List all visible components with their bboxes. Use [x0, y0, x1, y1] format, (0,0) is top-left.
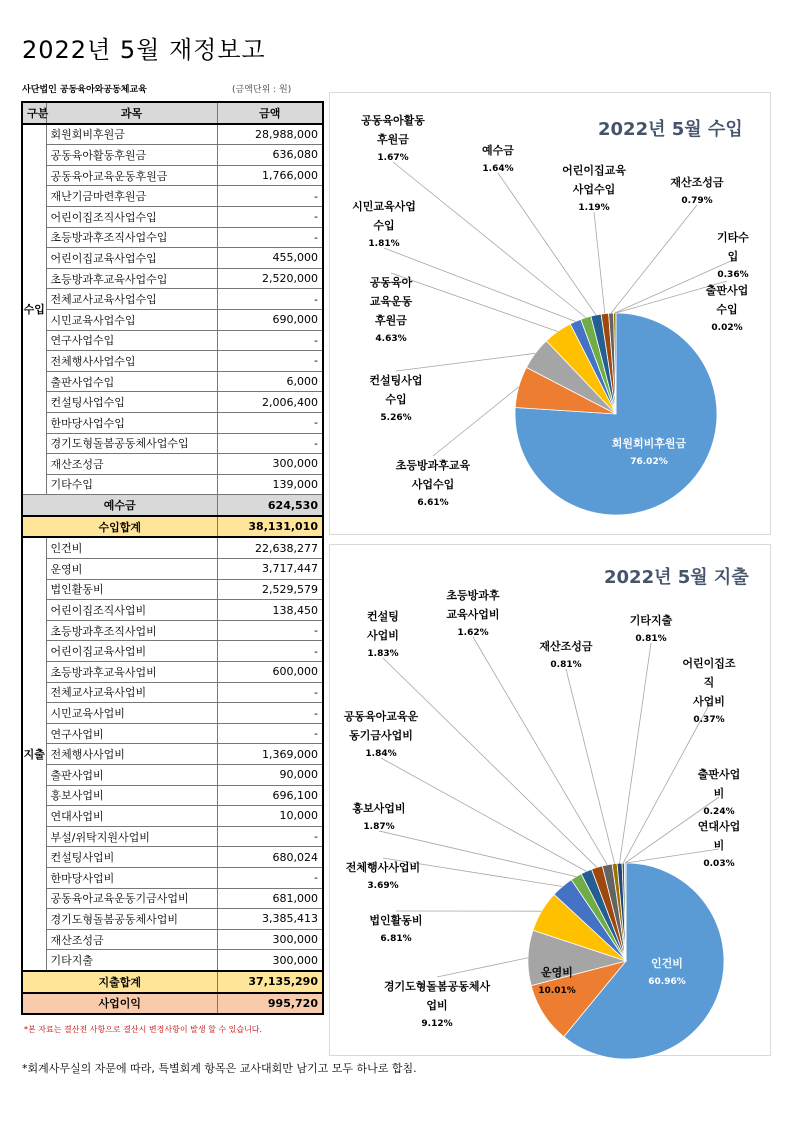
pie-label-line: 공동육아교육운	[343, 710, 419, 723]
pie-label-line: 동기금사업비	[349, 729, 413, 742]
pie-label-line: 4.63%	[375, 334, 407, 344]
item-amount: -	[217, 641, 323, 662]
item-amount: 681,000	[217, 888, 323, 909]
item-name: 법인활동비	[46, 579, 217, 600]
item-name: 부설/위탁지원사업비	[46, 826, 217, 847]
profit-row	[22, 993, 323, 1015]
table-row	[22, 248, 323, 269]
pie-label-expense-0	[648, 954, 686, 992]
item-amount: -	[217, 826, 323, 847]
pie-label-expense-8	[446, 586, 499, 643]
table-row	[22, 579, 323, 600]
item-name: 기타지출	[46, 950, 217, 971]
expense-category: 지출	[22, 537, 46, 970]
table-row	[22, 351, 323, 372]
pie-label-line: 76.02%	[630, 457, 668, 467]
pie-label-line: 1.67%	[377, 153, 409, 163]
pie-label-line: 0.79%	[681, 196, 713, 206]
item-amount: 139,000	[217, 474, 323, 495]
item-amount: 300,000	[217, 950, 323, 971]
item-amount: -	[217, 351, 323, 372]
table-row	[22, 330, 323, 351]
pie-label-line: 9.12%	[421, 1019, 453, 1029]
income-category: 수입	[22, 124, 46, 495]
table-note: *본 자료는 결산전 사항으로 결산시 변경사항이 발생 할 수 있습니다.	[24, 1025, 263, 1034]
pie-label-line: 출판사업	[705, 284, 749, 297]
deposit-row	[22, 495, 323, 516]
leader-line	[391, 273, 558, 332]
pie-label-expense-9	[539, 637, 592, 675]
pie-label-expense-4	[346, 858, 420, 896]
item-name: 한마당사업수입	[46, 412, 217, 433]
pie-label-line: 기타지출	[629, 614, 673, 627]
table-row	[22, 165, 323, 186]
item-amount: 696,100	[217, 785, 323, 806]
pie-label-line: 6.81%	[380, 934, 412, 944]
item-amount: 300,000	[217, 929, 323, 950]
pie-label-line: 3.69%	[367, 881, 399, 891]
leader-line	[566, 669, 615, 864]
table-row	[22, 392, 323, 413]
pie-label-line: 60.96%	[648, 977, 686, 987]
table-row	[22, 309, 323, 330]
column-header: 금액	[217, 102, 323, 124]
item-amount: -	[217, 206, 323, 227]
pie-label-line: 후원금	[375, 314, 407, 327]
item-amount: 636,080	[217, 145, 323, 166]
pie-label-line: 1.87%	[363, 822, 395, 832]
pie-label-income-6	[482, 141, 514, 179]
item-amount: -	[217, 227, 323, 248]
pie-label-income-10	[706, 281, 749, 338]
pie-label-expense-3	[369, 911, 422, 949]
pie-label-line: 예수금	[482, 144, 514, 157]
pie-label-expense-11	[679, 654, 740, 730]
table-row	[22, 559, 323, 580]
leader-line	[594, 212, 605, 314]
item-name: 시민교육사업수입	[46, 309, 217, 330]
item-amount: -	[217, 867, 323, 888]
income-chart-panel	[329, 92, 771, 535]
item-name: 컨설팅사업수입	[46, 392, 217, 413]
finance-table	[21, 101, 324, 1015]
table-row	[22, 412, 323, 433]
table-row	[22, 888, 323, 909]
pie-label-line: 어린이집교육	[562, 164, 626, 177]
item-amount: 1,766,000	[217, 165, 323, 186]
pie-label-line: 컨설팅사업	[369, 374, 423, 387]
pie-label-line: 수입	[373, 219, 395, 232]
pie-label-line: 연대사업비	[697, 820, 741, 852]
item-amount: 90,000	[217, 765, 323, 786]
item-name: 공동육아활동후원금	[46, 145, 217, 166]
pie-label-expense-1	[538, 963, 576, 1001]
item-name: 한마당사업비	[46, 867, 217, 888]
item-amount: 6,000	[217, 371, 323, 392]
pie-label-line: 전체행사사업비	[345, 861, 421, 874]
item-amount: -	[217, 186, 323, 207]
table-row	[22, 929, 323, 950]
item-name: 출판사업수입	[46, 371, 217, 392]
pie-label-line: 공동육아	[369, 276, 413, 289]
table-row	[22, 785, 323, 806]
leader-line	[437, 958, 528, 977]
profit-amount: 995,720	[217, 993, 323, 1015]
pie-label-income-4	[352, 197, 416, 254]
pie-label-line: 수입	[385, 393, 407, 406]
pie-label-line: 1.84%	[365, 749, 397, 759]
pie-label-income-5	[361, 111, 425, 168]
item-name: 초등방과후조직사업비	[46, 620, 217, 641]
item-name: 공동육아교육운동후원금	[46, 165, 217, 186]
table-row	[22, 186, 323, 207]
pie-label-expense-10	[630, 611, 673, 649]
table-row	[22, 227, 323, 248]
pie-label-income-3	[370, 273, 413, 349]
item-amount: -	[217, 723, 323, 744]
pie-label-line: 1.62%	[457, 628, 489, 638]
pie-label-expense-13	[694, 817, 745, 874]
pie-label-line: 법인활동비	[369, 914, 423, 927]
table-row	[22, 641, 323, 662]
table-row	[22, 433, 323, 454]
pie-label-line: 0.24%	[703, 807, 735, 817]
item-name: 연대사업비	[46, 806, 217, 827]
leader-line	[396, 353, 535, 371]
pie-label-line: 사업수입	[411, 478, 455, 491]
pie-label-line: 경기도형돌봄공동체사	[383, 980, 491, 993]
pie-label-income-0	[612, 434, 686, 472]
item-amount: 3,385,413	[217, 909, 323, 930]
item-amount: 2,529,579	[217, 579, 323, 600]
table-row	[22, 826, 323, 847]
leader-line	[393, 162, 586, 318]
table-row	[22, 744, 323, 765]
table-row	[22, 682, 323, 703]
item-name: 홍보사업비	[46, 785, 217, 806]
column-header: 과목	[46, 102, 217, 124]
item-amount: -	[217, 682, 323, 703]
pie-label-line: 공동육아활동	[361, 114, 425, 127]
item-name: 경기도형돌봄공동체사업비	[46, 909, 217, 930]
item-amount: 3,717,447	[217, 559, 323, 580]
item-name: 시민교육사업비	[46, 703, 217, 724]
bottom-note: *회계사무실의 자문에 따라, 특별회계 항목은 교사대회만 남기고 모두 하나로 합침.	[22, 1062, 417, 1075]
item-name: 공동육아교육운동기금사업비	[46, 888, 217, 909]
table-row	[22, 600, 323, 621]
income-total-row	[22, 516, 323, 538]
pie-label-line: 0.81%	[635, 634, 667, 644]
table-header-row	[22, 102, 323, 124]
item-name: 전체행사사업비	[46, 744, 217, 765]
item-amount: 300,000	[217, 454, 323, 475]
pie-label-line: 사업수입	[572, 183, 616, 196]
item-name: 어린이집조직사업비	[46, 600, 217, 621]
pie-label-line: 시민교육사업	[352, 200, 416, 213]
pie-label-expense-7	[367, 607, 399, 664]
item-name: 어린이집교육사업수입	[46, 248, 217, 269]
pie-label-line: 0.36%	[717, 270, 749, 280]
pie-label-line: 컨설팅	[367, 610, 399, 623]
pie-label-income-9	[715, 228, 752, 285]
pie-label-line: 1.83%	[367, 649, 399, 659]
leader-line	[381, 758, 586, 871]
pie-label-line: 교육사업비	[446, 608, 500, 621]
item-name: 재산조성금	[46, 929, 217, 950]
unit-note: (금액단위 : 원)	[232, 85, 292, 95]
item-name: 초등방과후교육사업비	[46, 662, 217, 683]
item-amount: 680,024	[217, 847, 323, 868]
item-name: 경기도형돌봄공동체사업수입	[46, 433, 217, 454]
pie-label-income-1	[396, 456, 470, 513]
pie-label-line: 1.81%	[368, 239, 400, 249]
page-title: 2022년 5월 재정보고	[22, 36, 266, 64]
pie-label-line: 0.37%	[693, 715, 725, 725]
item-amount: -	[217, 620, 323, 641]
item-amount: -	[217, 330, 323, 351]
item-amount: 138,450	[217, 600, 323, 621]
item-amount: -	[217, 289, 323, 310]
table-row	[22, 537, 323, 558]
item-amount: 455,000	[217, 248, 323, 269]
pie-label-line: 후원금	[377, 133, 409, 146]
item-amount: 600,000	[217, 662, 323, 683]
item-name: 연구사업비	[46, 723, 217, 744]
pie-label-line: 운영비	[541, 966, 573, 979]
pie-label-line: 회원회비후원금	[611, 437, 687, 450]
expense-total-row	[22, 971, 323, 993]
pie-label-line: 1.64%	[482, 164, 514, 174]
item-name: 전체교사교육사업비	[46, 682, 217, 703]
table-row	[22, 145, 323, 166]
table-row	[22, 867, 323, 888]
table-row	[22, 950, 323, 971]
pie-label-line: 재산조성금	[670, 176, 724, 189]
expense-chart-panel	[329, 544, 771, 1056]
item-name: 컨설팅사업비	[46, 847, 217, 868]
pie-label-line: 어린이집조직	[682, 657, 736, 689]
item-name: 재난기금마련후원금	[46, 186, 217, 207]
leader-line	[611, 205, 697, 313]
table-row	[22, 124, 323, 145]
pie-label-line: 기타수입	[717, 231, 749, 263]
pie-label-line: 업비	[426, 999, 448, 1012]
expense-chart-title: 2022년 5월 지출	[604, 567, 749, 588]
pie-label-line: 수입	[716, 303, 738, 316]
leader-line	[620, 643, 651, 863]
pie-label-line: 사업비	[367, 629, 399, 642]
item-amount: 22,638,277	[217, 537, 323, 558]
pie-label-expense-5	[352, 799, 405, 837]
deposit-amount: 624,530	[217, 495, 323, 516]
pie-label-expense-6	[344, 707, 418, 764]
item-amount: -	[217, 433, 323, 454]
item-name: 초등방과후조직사업수입	[46, 227, 217, 248]
item-name: 연구사업수입	[46, 330, 217, 351]
pie-label-line: 출판사업비	[697, 768, 741, 800]
table-row	[22, 206, 323, 227]
item-name: 어린이집교육사업비	[46, 641, 217, 662]
item-amount: -	[217, 412, 323, 433]
pie-label-line: 교육운동	[369, 295, 413, 308]
table-row	[22, 847, 323, 868]
item-name: 출판사업비	[46, 765, 217, 786]
expense-total-label: 지출합계	[22, 971, 217, 993]
income-total-label: 수입합계	[22, 516, 217, 538]
item-name: 재산조성금	[46, 454, 217, 475]
item-name: 초등방과후교육사업수입	[46, 268, 217, 289]
item-name: 전체행사사업수입	[46, 351, 217, 372]
table-row	[22, 662, 323, 683]
pie-label-line: 0.03%	[703, 859, 735, 869]
pie-label-line: 1.19%	[578, 203, 610, 213]
item-amount: 690,000	[217, 309, 323, 330]
table-row	[22, 268, 323, 289]
pie-label-line: 초등방과후	[446, 589, 500, 602]
table-row	[22, 454, 323, 475]
item-name: 전체교사교육사업수입	[46, 289, 217, 310]
pie-label-expense-2	[384, 977, 490, 1034]
item-name: 회원회비후원금	[46, 124, 217, 145]
table-row	[22, 371, 323, 392]
table-row	[22, 806, 323, 827]
pie-label-income-7	[562, 161, 626, 218]
profit-label: 사업이익	[22, 993, 217, 1015]
pie-label-expense-12	[694, 765, 745, 822]
item-amount: 2,006,400	[217, 392, 323, 413]
item-amount: 28,988,000	[217, 124, 323, 145]
pie-label-line: 초등방과후교육	[395, 459, 471, 472]
pie-label-line: 사업비	[693, 695, 725, 708]
pie-label-line: 0.02%	[711, 323, 743, 333]
pie-label-line: 홍보사업비	[352, 802, 406, 815]
expense-total-amount: 37,135,290	[217, 971, 323, 993]
column-header: 구분	[22, 102, 46, 124]
pie-label-line: 인건비	[651, 957, 683, 970]
table-row	[22, 289, 323, 310]
table-row	[22, 703, 323, 724]
pie-label-line: 5.26%	[380, 413, 412, 423]
item-amount: 10,000	[217, 806, 323, 827]
table-row	[22, 909, 323, 930]
item-name: 기타수입	[46, 474, 217, 495]
table-row	[22, 474, 323, 495]
org-name: 사단법인 공동육아와공동체교육	[22, 85, 147, 95]
item-amount: 2,520,000	[217, 268, 323, 289]
income-chart-title: 2022년 5월 수입	[598, 119, 743, 140]
item-name: 어린이집조직사업수입	[46, 206, 217, 227]
pie-label-line: 10.01%	[538, 986, 576, 996]
item-amount: -	[217, 703, 323, 724]
item-name: 운영비	[46, 559, 217, 580]
pie-label-line: 재산조성금	[539, 640, 593, 653]
table-row	[22, 723, 323, 744]
item-amount: 1,369,000	[217, 744, 323, 765]
income-total-amount: 38,131,010	[217, 516, 323, 538]
pie-label-line: 0.81%	[550, 660, 582, 670]
deposit-label: 예수금	[22, 495, 217, 516]
pie-label-line: 6.61%	[417, 498, 449, 508]
pie-label-income-2	[369, 371, 422, 428]
item-name: 인건비	[46, 537, 217, 558]
table-row	[22, 765, 323, 786]
pie-label-income-8	[670, 173, 723, 211]
leader-line	[433, 387, 519, 456]
table-row	[22, 620, 323, 641]
